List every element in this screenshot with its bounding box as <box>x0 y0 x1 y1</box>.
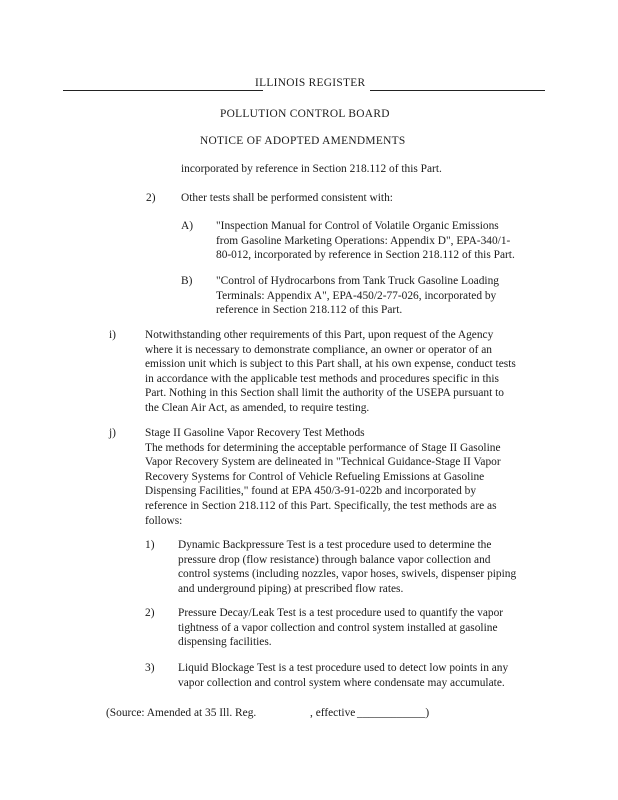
item-j1-label: 1) <box>145 539 155 551</box>
item-j1-text <box>178 538 516 596</box>
text-line: Pressure Decay/Leak Test is a test procedure used to quantify the vapor <box>178 607 504 619</box>
source-prefix: (Source: Amended at 35 Ill. Reg. <box>106 707 257 719</box>
board-title: POLLUTION CONTROL BOARD <box>220 108 390 120</box>
item-j-text <box>145 426 501 528</box>
text-line: the Clean Air Act, as amended, to require testing. <box>145 401 370 414</box>
continuation-text: incorporated by reference in Section 218.112 of this Part. <box>181 163 442 175</box>
item-j2-text <box>178 606 503 650</box>
register-title: ILLINOIS REGISTER <box>255 77 366 89</box>
text-line: 80-012, incorporated by reference in Section 218.112 of this Part. <box>216 249 515 262</box>
text-line: follows: <box>145 514 183 527</box>
item-2-label: 2) <box>146 192 156 204</box>
item-i-label: i) <box>109 329 116 341</box>
item-2-text: Other tests shall be performed consistent with: <box>181 192 393 204</box>
text-line: The methods for determining the acceptable performance of Stage II Gasoline <box>145 441 501 454</box>
text-line: "Inspection Manual for Control of Volatile Organic Emissions <box>216 220 499 232</box>
item-2B-label: B) <box>181 275 193 287</box>
text-line: Recovery Systems for Control of Vehicle Refueling Emissions at Gasoline <box>145 470 485 483</box>
text-line: pressure drop (flow resistance) through balance vapor collection and <box>178 553 491 566</box>
source-effective: , effective <box>310 707 356 719</box>
text-line: "Control of Hydrocarbons from Tank Truck Gasoline Loading <box>216 275 499 287</box>
text-line: Dispensing Facilities," found at EPA 450/3-91-022b and incorporated by <box>145 485 477 498</box>
source-blank: ____________) <box>357 707 430 719</box>
item-i-text <box>145 328 516 416</box>
item-j3-text <box>178 661 508 690</box>
text-line: in accordance with the applicable test methods and procedures specific in this <box>145 372 499 385</box>
item-j-title: Stage II Gasoline Vapor Recovery Test Methods <box>145 427 365 439</box>
text-line: control systems (including nozzles, vapor hoses, swivels, dispenser piping <box>178 568 517 581</box>
item-2B-text <box>216 274 499 318</box>
text-line: Vapor Recovery System are delineated in "Technical Guidance-Stage II Vapor <box>145 456 501 469</box>
text-line: Terminals: Appendix A", EPA-450/2-77-026, incorporated by <box>216 289 497 302</box>
header-rule-left <box>63 90 263 91</box>
notice-title: NOTICE OF ADOPTED AMENDMENTS <box>200 135 406 147</box>
item-2A-text <box>216 219 515 263</box>
text-line: Part. Nothing in this Section shall limit the authority of the USEPA pursuant to <box>145 387 505 400</box>
item-2A-label: A) <box>181 220 194 232</box>
text-line: emission unit which is subject to this Part shall, at his own expense, conduct tests <box>145 358 516 371</box>
text-line: dispensing facilities. <box>178 636 272 649</box>
text-line: Dynamic Backpressure Test is a test procedure used to determine the <box>178 539 492 551</box>
text-line: and underground piping) at prescribed flow rates. <box>178 582 404 595</box>
text-line: Liquid Blockage Test is a test procedure used to detect low points in any <box>178 662 509 674</box>
item-j2-label: 2) <box>145 607 155 619</box>
text-line: reference in Section 218.112 of this Part. <box>216 304 403 317</box>
text-line: tightness of a vapor collection and control system installed at gasoline <box>178 621 498 634</box>
text-line: vapor collection and control system where condensate may accumulate. <box>178 676 505 689</box>
text-line: from Gasoline Marketing Operations: Appendix D", EPA-340/1- <box>216 234 511 247</box>
item-j-label: j) <box>109 427 116 439</box>
text-line: Notwithstanding other requirements of this Part, upon request of the Agency <box>145 329 494 341</box>
text-line: reference in Section 218.112 of this Part. Specifically, the test methods are as <box>145 499 497 512</box>
text-line: where it is necessary to demonstrate compliance, an owner or operator of an <box>145 343 492 356</box>
header-rule-right <box>370 90 545 91</box>
item-j3-label: 3) <box>145 662 155 674</box>
